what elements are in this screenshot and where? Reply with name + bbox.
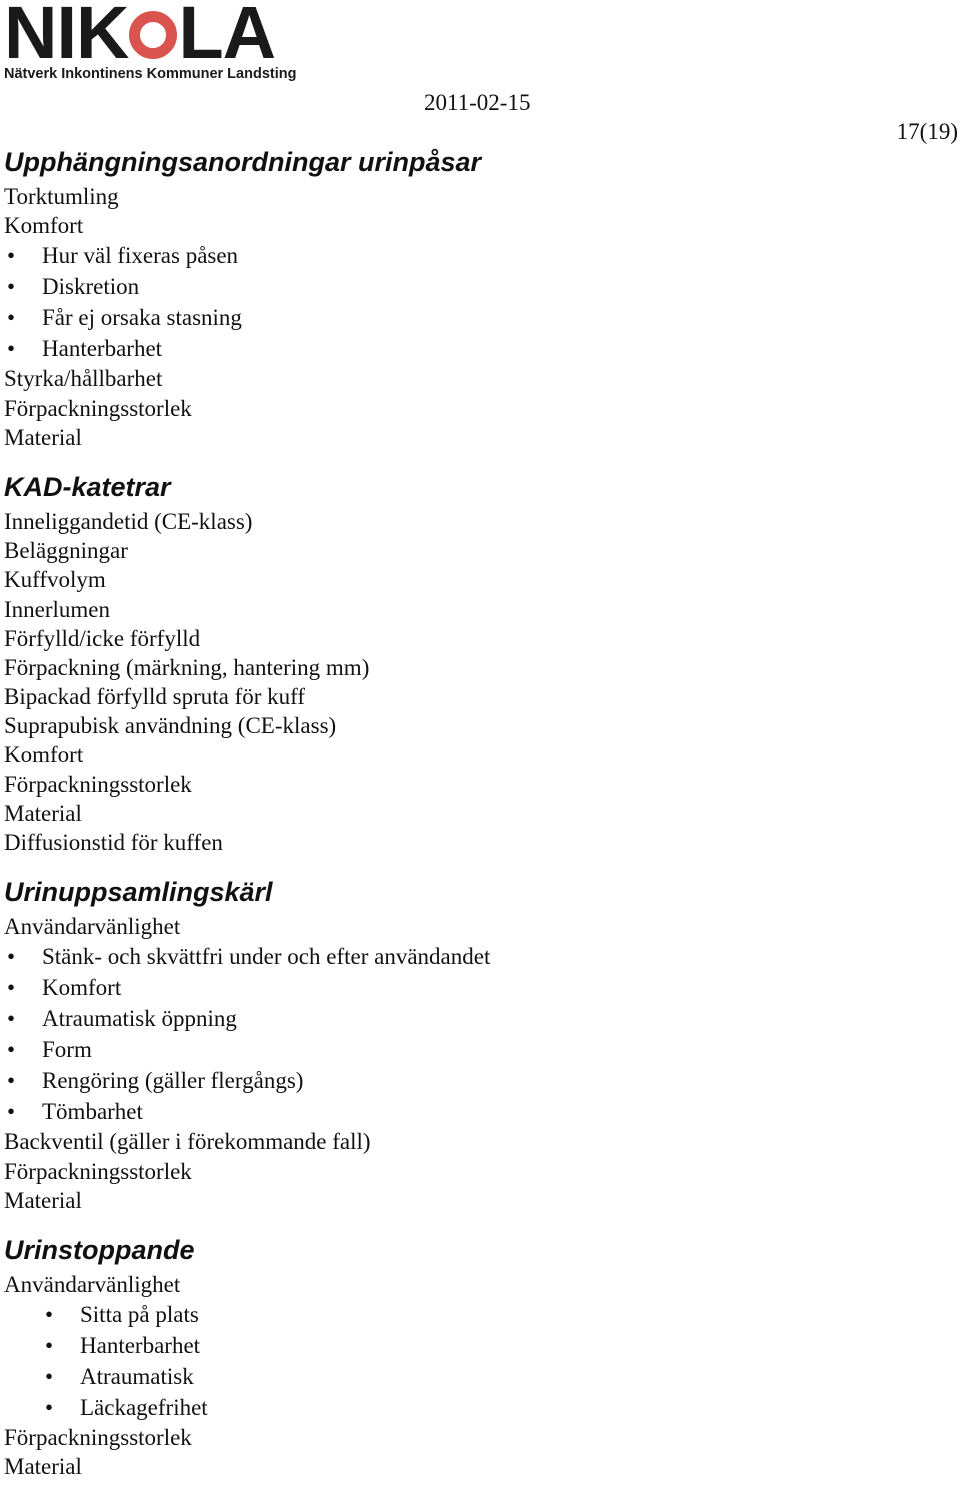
bullet-icon: • xyxy=(44,1333,54,1359)
bullet-icon: • xyxy=(44,1364,54,1390)
bullet-text: Tömbarhet xyxy=(42,1099,143,1125)
bullet-item xyxy=(4,1003,944,1034)
section-spacer xyxy=(4,857,944,872)
section-title: Upphängningsanordningar urinpåsar xyxy=(4,147,482,177)
bullet-text: Läckagefrihet xyxy=(80,1395,208,1421)
bullet-text: Rengöring (gäller flergångs) xyxy=(42,1068,304,1094)
bullet-item xyxy=(4,972,944,1003)
nikola-logo xyxy=(4,2,322,90)
bullet-text: Atraumatisk öppning xyxy=(42,1006,237,1032)
bullet-text: Stänk- och skvättfri under och efter användandet xyxy=(42,944,491,970)
bullet-item xyxy=(4,941,944,972)
logo-wordmark: NIK LA xyxy=(4,0,276,74)
bullet-text: Hur väl fixeras påsen xyxy=(42,243,239,269)
logo-circle-icon xyxy=(129,11,177,59)
bullet-item xyxy=(4,1065,944,1096)
list-item: Kuffvolym xyxy=(4,567,106,593)
bullet-icon: • xyxy=(6,975,16,1001)
list-item: Förpackningsstorlek xyxy=(4,395,192,421)
bullet-item xyxy=(4,302,944,333)
list-item: Torktumling xyxy=(4,184,119,209)
list-item: Förpackningsstorlek xyxy=(4,1158,192,1184)
list-item: Användarvänlighet xyxy=(4,1271,181,1297)
list-item: Förpackning (märkning, hantering mm) xyxy=(4,654,370,680)
section-spacer xyxy=(4,452,944,467)
bullet-text: Hanterbarhet xyxy=(42,336,163,362)
list-item: Förfylld/icke förfylld xyxy=(4,625,201,651)
list-item: Backventil (gäller i förekommande fall) xyxy=(4,1129,371,1155)
bullet-icon: • xyxy=(6,336,16,362)
bullet-icon: • xyxy=(6,1037,16,1063)
bullet-text: Diskretion xyxy=(42,274,140,300)
document-body xyxy=(4,142,944,1482)
bullet-text: Atraumatisk xyxy=(80,1364,194,1390)
list-item: Material xyxy=(4,800,82,826)
bullet-item xyxy=(4,1034,944,1065)
bullet-icon: • xyxy=(6,1068,16,1094)
list-item: Komfort xyxy=(4,213,84,239)
document-date: 2011-02-15 xyxy=(424,90,531,115)
list-item: Material xyxy=(4,1454,82,1480)
list-item: Styrka/hållbarhet xyxy=(4,366,163,392)
list-item: Komfort xyxy=(4,742,84,768)
list-item: Förpackningsstorlek xyxy=(4,1425,192,1451)
list-item: Bipackad förfylld spruta för kuff xyxy=(4,684,306,710)
section-title: Urinuppsamlingskärl xyxy=(4,877,273,908)
bullet-icon: • xyxy=(6,274,16,300)
bullet-text: Komfort xyxy=(42,975,122,1001)
bullet-icon: • xyxy=(6,1099,16,1125)
bullet-icon: • xyxy=(6,944,16,970)
bullet-icon: • xyxy=(6,305,16,331)
logo-tagline: Nätverk Inkontinens Kommuner Landsting xyxy=(4,66,297,82)
bullet-text: Form xyxy=(42,1037,92,1063)
list-item: Innerlumen xyxy=(4,596,111,622)
bullet-item xyxy=(4,240,944,271)
bullet-text: Sitta på plats xyxy=(80,1302,199,1328)
bullet-item xyxy=(4,1299,944,1330)
bullet-item xyxy=(4,1392,944,1423)
list-item: Material xyxy=(4,424,82,450)
section-title: KAD-katetrar xyxy=(4,471,171,502)
page-number: 17(19) xyxy=(896,119,958,144)
list-item: Inneliggandetid (CE-klass) xyxy=(4,508,253,534)
list-item: Användarvänlighet xyxy=(4,914,181,940)
bullet-item xyxy=(4,1361,944,1392)
list-item: Diffusionstid för kuffen xyxy=(4,830,223,855)
bullet-icon: • xyxy=(44,1395,54,1421)
list-item: Material xyxy=(4,1187,82,1213)
bullet-icon: • xyxy=(44,1302,54,1328)
bullet-text: Hanterbarhet xyxy=(80,1333,201,1359)
list-item: Förpackningsstorlek xyxy=(4,771,192,797)
bullet-text: Får ej orsaka stasning xyxy=(42,305,242,331)
bullet-item xyxy=(4,1096,944,1127)
bullet-item xyxy=(4,1330,944,1361)
section-title: Urinstoppande xyxy=(4,1234,195,1265)
bullet-icon: • xyxy=(6,1006,16,1032)
bullet-item xyxy=(4,271,944,302)
list-item: Suprapubisk användning (CE-klass) xyxy=(4,713,337,739)
list-item: Beläggningar xyxy=(4,538,128,564)
bullet-item xyxy=(4,333,944,364)
section-spacer xyxy=(4,1215,944,1230)
bullet-icon: • xyxy=(6,243,16,269)
